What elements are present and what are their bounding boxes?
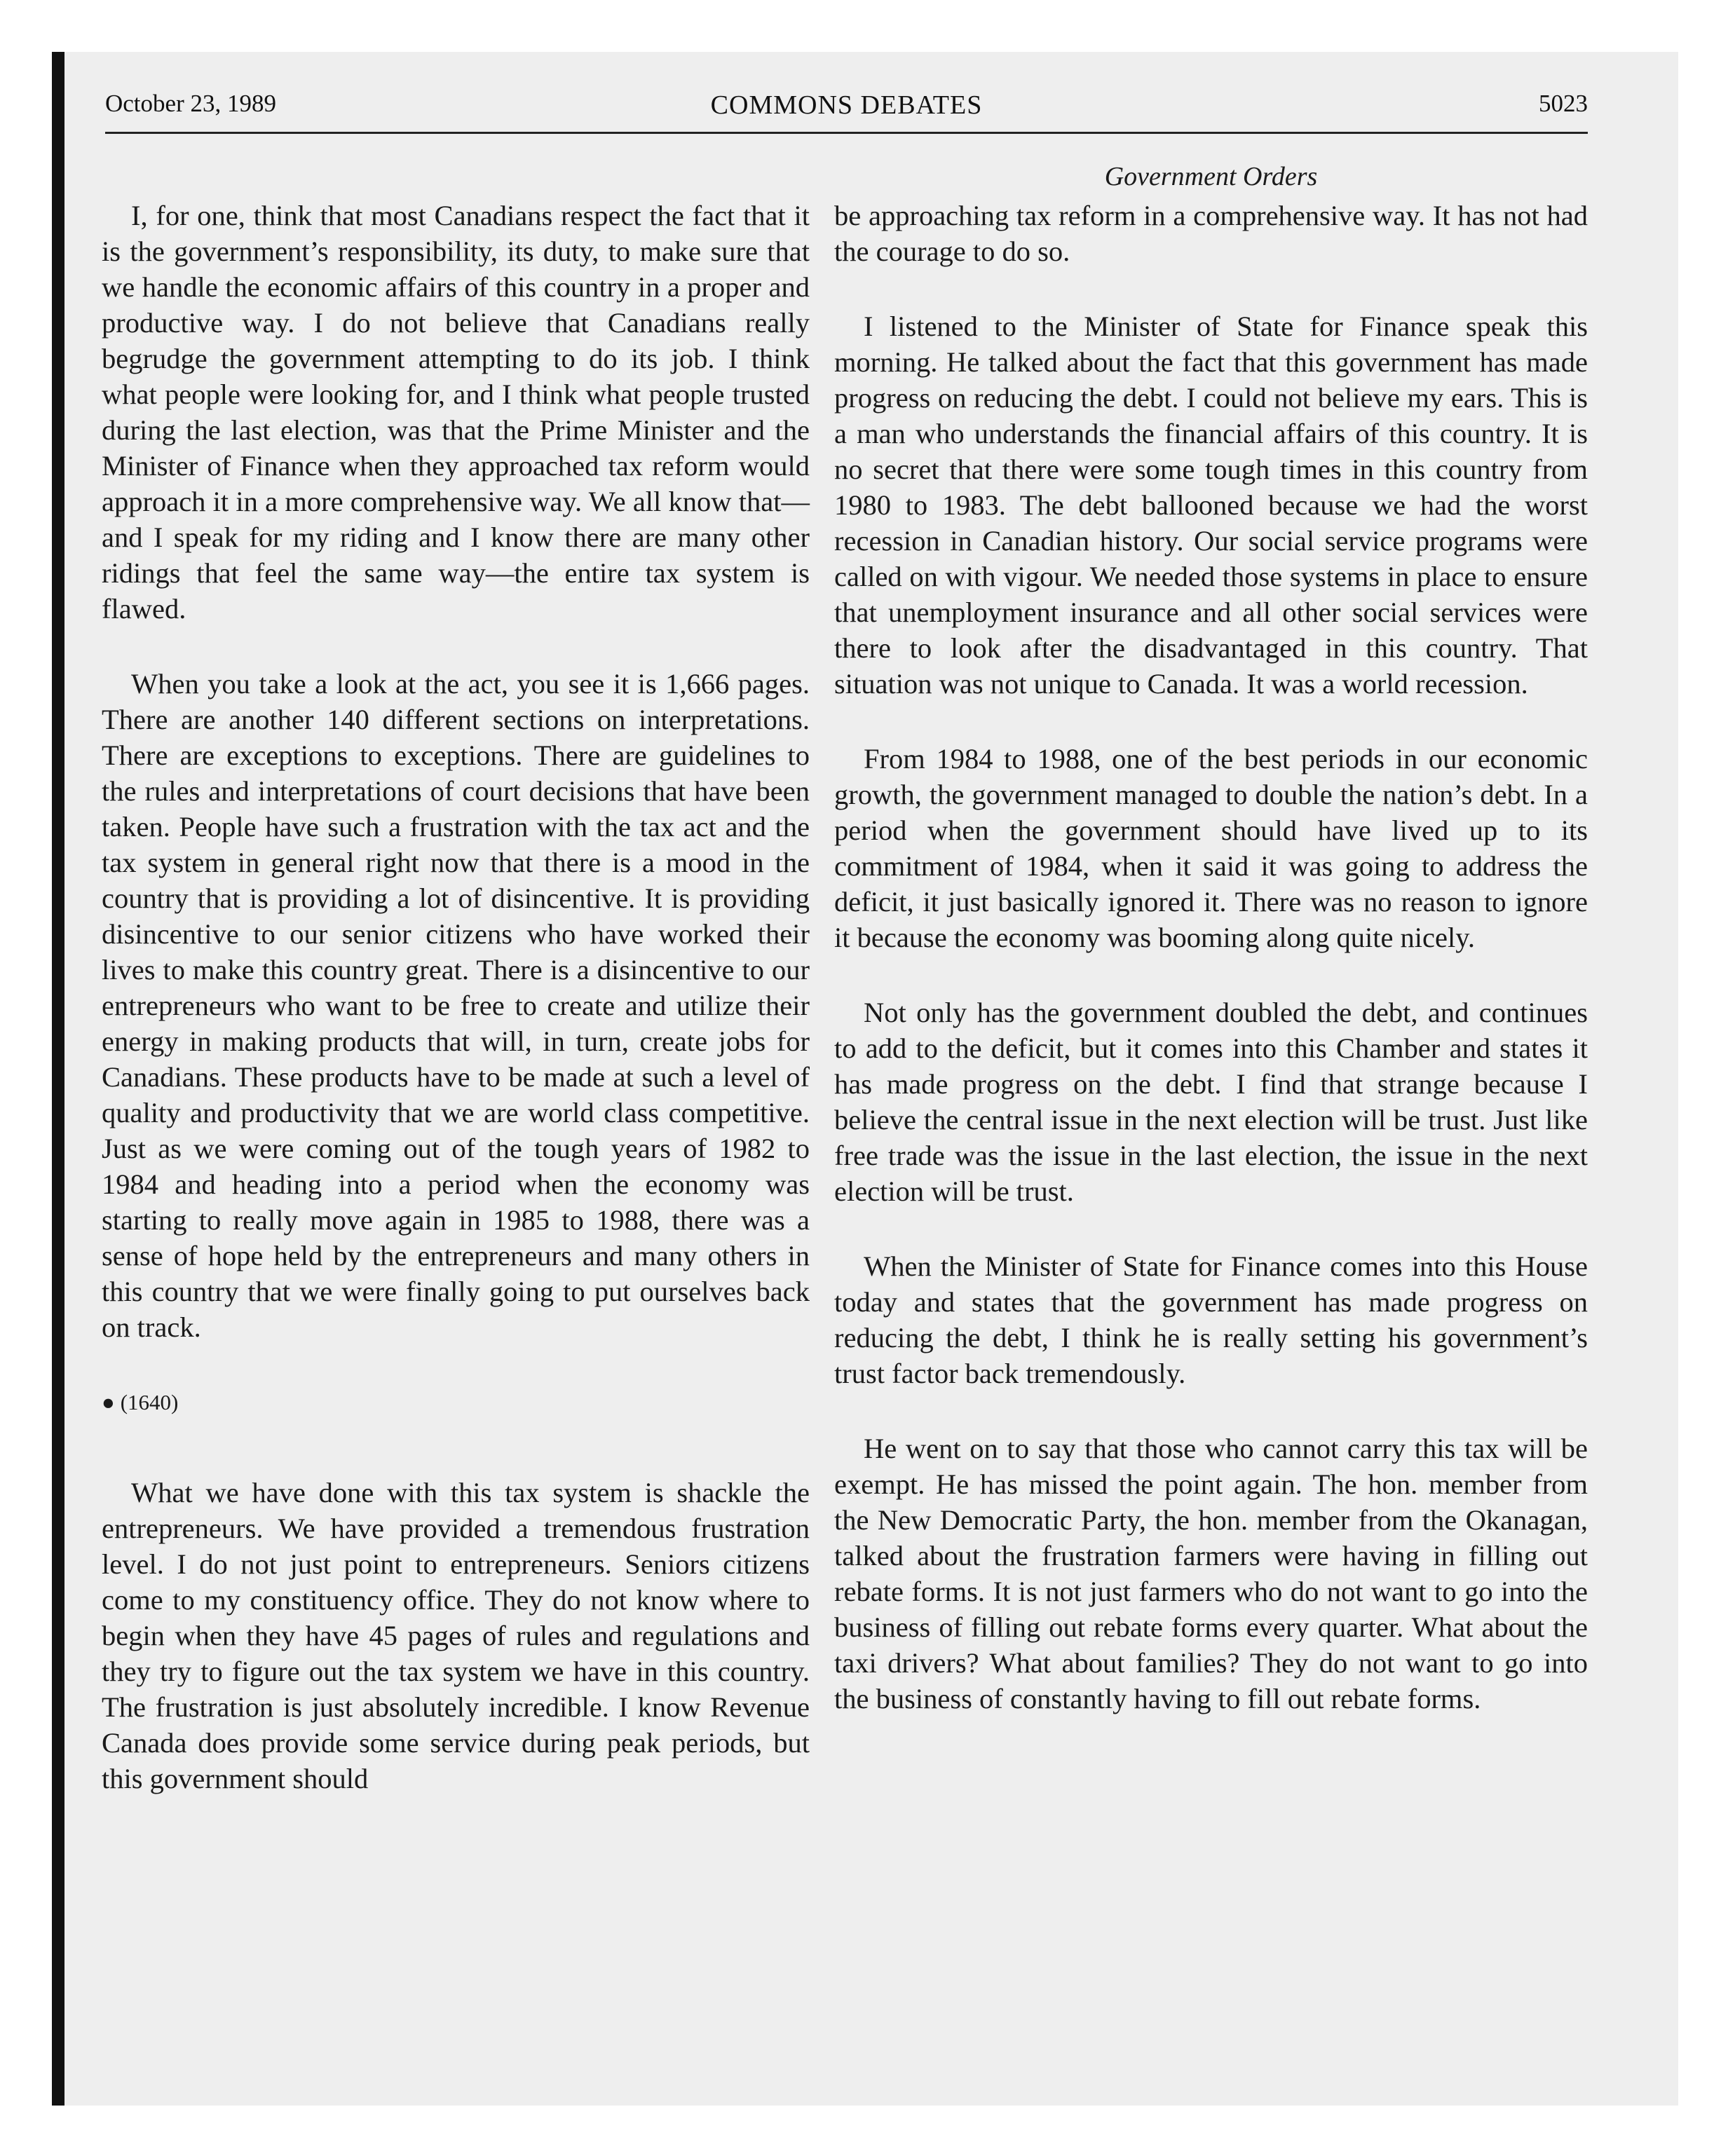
paragraph: He went on to say that those who cannot carry this tax will be exempt. He has missed the point again. The hon. member from the New Democratic Party, the hon. member from the Okanagan, talked about the frustration farmers were having in filling out rebate forms. It is not just farmers who do not want to go into the business of filling out rebate forms every quarter. What about the taxi drivers? What about families? They do not want to go into the business of constantly having to fill out rebate forms.	[834, 1433, 1588, 1714]
header-title: COMMONS DEBATES	[710, 90, 983, 120]
header-rule	[105, 132, 1588, 134]
scan-edge	[52, 52, 64, 2106]
paragraph: When the Minister of State for Finance comes into this House today and states that the government has made progress on reducing the debt, I think he is really setting his government’s trust factor back tremendously.	[834, 1250, 1588, 1389]
paragraph: be approaching tax reform in a comprehensive way. It has not had the courage to do so.	[834, 200, 1588, 267]
page-header	[105, 90, 1588, 132]
time-marker	[102, 1384, 810, 1420]
paragraph: I listened to the Minister of State for Finance speak this morning. He talked about the fact that this government has made progress on reducing the debt. I could not believe my ears. This is a man who understands the financial affairs of this country. It is no secret that there were some tough times in this country from 1980 to 1983. The debt ballooned because we had the worst recession in Canadian history. Our social service programs were called on with vigour. We needed those systems in place to ensure that unemployment insurance and all other social services were there to look after the disadvantaged in this country. That situation was not unique to Canada. It was a world recession.	[834, 311, 1588, 700]
time-marker-text: (1640)	[120, 1390, 179, 1414]
right-column	[834, 198, 1588, 1756]
header-page-number: 5023	[1539, 90, 1588, 117]
paragraph: From 1984 to 1988, one of the best periods in our economic growth, the government managed to double the nation’s debt. In a period when the government should have lived up to its commitment of 1984, when it said it was going to address the deficit, it just basically ignored it. There was no reason to ignore it because the economy was booming along quite nicely.	[834, 743, 1588, 953]
paragraph: What we have done with this tax system is shackle the entrepreneurs. We have provided a tremendous frustration level. I do not just point to entrepreneurs. Seniors citizens come to my constituency office. They do not know where to begin when they have 45 pages of rules and regulations and they try to figure out the tax system we have in this country. The frustration is just absolutely incredible. I know Revenue Canada does provide some service during peak periods, but this government should	[102, 1477, 810, 1794]
paragraph: Not only has the government doubled the debt, and continues to add to the deficit, but it comes into this Chamber and states it has made progress on the debt. I find that strange because I believe the central issue in the next election will be trust. Just like free trade was the issue in the last election, the issue in the next election will be trust.	[834, 997, 1588, 1207]
bullet-icon: ●	[102, 1390, 115, 1414]
section-label: Government Orders	[1104, 162, 1318, 191]
paragraph: When you take a look at the act, you see it is 1,666 pages. There are another 140 different sections on interpretations. There are exceptions to exceptions. There are guidelines to the rules and interpretations of court decisions that have been taken. People have such a frustration with the tax act and the tax system in general right now that there is a mood in the country that is providing a lot of disincentive. It is providing disincentive to our senior citizens who have worked their lives to make this country great. There is a disincentive to our entrepreneurs who want to be free to create and utilize their energy in making products that will, in turn, create jobs for Canadians. These products have to be made at such a level of quality and productivity that we are world class competitive. Just as we were coming out of the tough years of 1982 to 1984 and heading into a period when the economy was starting to really move again in 1985 to 1988, there was a sense of hope held by the entrepreneurs and many others in this country that we were finally going to put ourselves back on track.	[102, 668, 810, 1343]
paragraph: I, for one, think that most Canadians respect the fact that it is the government’s responsibility, its duty, to make sure that we handle the economic affairs of this country in a proper and productive way. I do not believe that Canadians really begrudge the government attempting to do its job. I think what people were looking for, and I think what people trusted during the last election, was that the Prime Minister and the Minister of Finance when they approached tax reform would approach it in a more comprehensive way. We all know that—and I speak for my riding and I know there are many other ridings that feel the same way—the entire tax system is flawed.	[102, 200, 810, 625]
header-date: October 23, 1989	[105, 90, 276, 117]
left-column	[102, 198, 810, 1836]
